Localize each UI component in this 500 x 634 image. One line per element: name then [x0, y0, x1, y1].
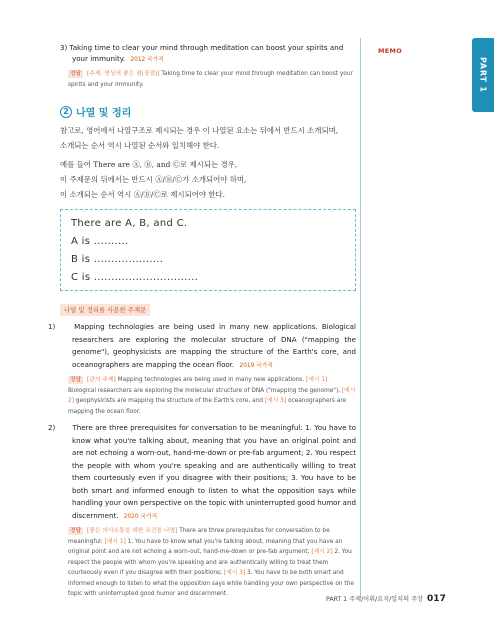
section-heading: [60, 104, 356, 119]
example-line: B is ....................: [71, 254, 164, 265]
answer-1-example-3: oceanographers are mapping the ocean floor.: [68, 398, 347, 415]
answer-2: [68, 526, 356, 600]
example-line: A is ..........: [71, 236, 129, 247]
page-number: 017: [427, 594, 446, 604]
question-3-source: 2012 국가직: [130, 57, 164, 63]
answer-1-tag: 정답: [70, 377, 82, 383]
explanation-line: 소개되는 순서 역시 나열된 순서와 일치해야 한다.: [60, 141, 220, 150]
answer-1-example-1-tag: [예시 1]: [306, 377, 328, 383]
answer-3-prefix: [주제: 명상의 좋은 점(장점)]: [87, 71, 160, 77]
explanation-line: 이 주제문의 뒤에서는 반드시 Ⓐ/Ⓑ/Ⓒ가 소개되어야 하며,: [60, 175, 247, 184]
memo-divider: [360, 38, 361, 598]
answer-1-example-2: geophysicists are mapping the structure of the Earth's core, and: [75, 398, 263, 404]
answer-1-example-2-tag: [예시 2]: [68, 387, 356, 404]
page-footer: [326, 594, 446, 604]
answer-1-topic: [관의 주제]: [87, 377, 116, 383]
explanation-line: 이 소개되는 순서 역시 Ⓐ/Ⓑ/Ⓒ로 제시되어야 한다.: [60, 190, 225, 199]
example-line: There are A, B, and C.: [71, 218, 188, 229]
explanation-line: 참고로, 영어에서 나열구조로 제시되는 경우 이 나열된 요소는 뒤에서 반드시 소개되며,: [60, 126, 339, 135]
question-1: [48, 321, 356, 372]
part-side-tab-label: PART 1: [478, 57, 488, 93]
answer-2-example-3: 3. You have to be both smart and informed enough to listen to what the opposition says while handling your own perspective on the topic with uninterrupted good humor and discernment.: [68, 570, 354, 597]
example-line: C is ..............................: [71, 272, 199, 283]
main-content: [48, 42, 356, 600]
question-1-number: 1): [48, 322, 56, 331]
answer-2-example-2: 2. You respect the people with whom you're speaking and are authentically willing to treat them courteously even if you disagree with their positions;: [68, 549, 352, 576]
answer-2-intro: There are three prerequisites for conversation to be meaningful:: [68, 528, 330, 545]
question-3-text: 3) Taking time to clear your mind through meditation can boost your spirits and your immunity.: [60, 43, 344, 63]
memo-label: MEMO: [378, 47, 403, 55]
answer-1: [68, 375, 356, 417]
question-1-source: 2019 국가직: [239, 362, 273, 369]
answer-3-tag: 정답: [70, 71, 82, 77]
topic-label: 나열 및 정리를 사용한 주제문: [60, 304, 150, 316]
part-side-tab: [472, 38, 494, 112]
answer-3: [68, 69, 356, 90]
question-2: [48, 422, 356, 523]
section-explanation: [60, 123, 356, 202]
explanation-line: 예를 들어 There are Ⓐ, Ⓑ, and Ⓒ로 제시되는 경우,: [60, 160, 238, 169]
answer-2-example-1: 1. You have to know what you're talking about, meaning that you have an original point and are not echoing a worn-out, hand-me-down or pre-fab argument;: [68, 538, 343, 555]
answer-1-example-3-tag: [예시 3]: [264, 398, 287, 404]
answer-1-example-1: Biological researchers are exploring the molecular structure of DNA ("mapping the genome"),: [68, 387, 341, 394]
question-3: [60, 42, 356, 66]
question-2-number: 2): [48, 423, 56, 432]
example-box: [60, 209, 356, 291]
question-1-text: Mapping technologies are being used in many new applications. Biological researchers are exploring the molecular structure of DNA ("mapping the genome"), geophysicists are mapping the structure of the Earth's core, and oceanographers are mapping the ocean floor.: [72, 322, 356, 369]
answer-2-example-3-tag: [예시 3]: [223, 570, 246, 576]
answer-2-example-1-tag: [예시 1]: [104, 538, 126, 545]
answer-3-text: Taking time to clear your mind through meditation can boost your spirits and your immunity.: [68, 71, 353, 88]
footer-chapter: PART 1 주제/어휘/요지/일치의 주장: [326, 596, 424, 603]
answer-1-intro: Mapping technologies are being used in many new applications.: [117, 377, 305, 383]
answer-2-topic: [좋은 의사소통을 위한 조건을 나열]: [87, 528, 178, 534]
answer-2-tag: 정답: [70, 528, 82, 534]
section-title: 나열 및 정리: [76, 108, 132, 119]
answer-2-example-2-tag: [예시 2]: [311, 549, 333, 555]
question-2-text: There are three prerequisites for conversation to be meaningful: 1. You have to know what you're talking about, meaning that you have an original point and are not echoing a worn-out, hand-me-down or pre-fab argument; 2. You respect the people with whom you're speaking and are authentically willing to treat them courteously even if you disagree with their positions; 3. You have to be both smart and informed enough to listen to what the opposition says while handling your own perspective on the topic with uninterrupted good humor and discernment.: [72, 423, 356, 520]
section-number-badge: 2: [60, 106, 72, 118]
question-2-source: 2020 국가직: [123, 513, 158, 520]
